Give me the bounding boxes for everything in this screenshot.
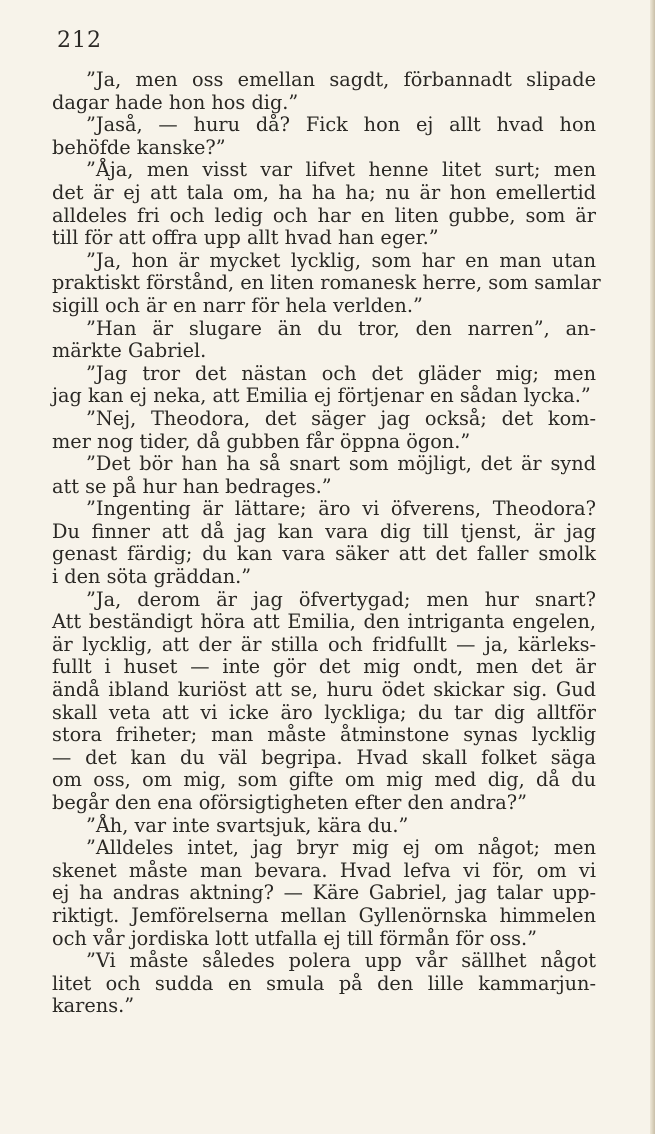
text-line: sigill och är en narr för hela verlden.” [52,293,423,317]
text-line: märkte Gabriel. [52,339,207,363]
text-line: ändå ibland kuriöst att se, huru ödet skickar sig. Gud [52,678,596,702]
text-line: i den söta gräddan.” [52,565,252,589]
text-line: till för att offra upp allt hvad han eger.” [52,226,439,250]
text-line: ”Åja, men visst var lifvet henne litet surt; men [86,158,596,182]
text-line: genast färdig; du kan vara säker att det faller smolk [52,542,596,566]
text-line: skenet måste man bevara. Hvad lefva vi för, om vi [52,858,596,882]
text-line: om oss, om mig, som gifte om mig med dig, då du [52,768,596,792]
text-line: riktigt. Jemförelserna mellan Gyllenörnska himmelen [52,903,596,927]
text-line: fullt i huset — inte gör det mig ondt, men det är [52,655,596,679]
text-line: och vår jordiska lott utfalla ej till förmån för oss.” [52,926,538,950]
text-line: ”Han är slugare än du tror, den narren”, an- [86,316,596,340]
text-line: ”Ja, men oss emellan sagdt, förbannadt slipade [86,68,596,91]
text-line: ”Vi måste således polera upp vår sällhet något [86,949,596,973]
text-line: ”Ingenting är lättare; äro vi öfverens, Theodora? [86,497,596,521]
text-line: ej ha andras aktning? — Käre Gabriel, jag talar upp- [52,881,596,905]
text-line: skall veta att vi icke äro lyckliga; du tar dig alltför [52,700,596,724]
text-line: dagar hade hon hos dig.” [52,90,299,114]
text-line: ”Åh, var inte svartsjuk, kära du.” [86,813,409,837]
text-line: ”Ja, hon är mycket lycklig, som har en man utan [86,248,596,272]
text-line: stora friheter; man måste åtminstone synas lycklig [52,723,596,747]
text-line: behöfde kanske?” [52,135,226,159]
text-line: ”Alldeles intet, jag bryr mig ej om något; men [86,836,596,860]
text-line: Du finner att då jag kan vara dig till tjenst, är jag [52,519,596,543]
text-line: alldeles fri och ledig och har en liten gubbe, som är [52,203,596,227]
text-line: är lycklig, att der är stilla och fridfullt — ja, kärleks- [52,632,596,656]
text-line: — det kan du väl begripa. Hvad skall folket säga [52,745,596,769]
text-line: ”Nej, Theodora, det säger jag också; det kom- [86,406,596,430]
text-line: Att beständigt höra att Emilia, den intriganta engelen, [52,610,596,634]
page-number: 212 [57,28,102,53]
text-line: ”Jag tror det nästan och det gläder mig; men [86,361,596,385]
text-line: litet och sudda en smula på den lille kammarjun- [52,971,596,995]
text-line: ”Det bör han ha så snart som möjligt, det är synd [86,452,596,476]
text-line: begår den ena oförsigtigheten efter den andra?” [52,791,527,814]
text-line: praktiskt förstånd, en liten romanesk herre, som samlar [52,271,601,295]
body-text [52,68,601,1018]
text-line: jag kan ej neka, att Emilia ej förtjenar en sådan lycka.” [52,384,591,408]
text-line: karens.” [52,994,135,1018]
text-line: mer nog tider, då gubben får öppna ögon.” [52,429,471,453]
text-line: det är ej att tala om, ha ha ha; nu är hon emellertid [52,180,596,204]
text-line: att se på hur han bedrages.” [52,474,332,498]
page-edge [650,0,655,1134]
text-line: ”Jaså, — huru då? Fick hon ej allt hvad hon [86,113,596,137]
text-line: ”Ja, derom är jag öfvertygad; men hur snart? [86,587,596,611]
